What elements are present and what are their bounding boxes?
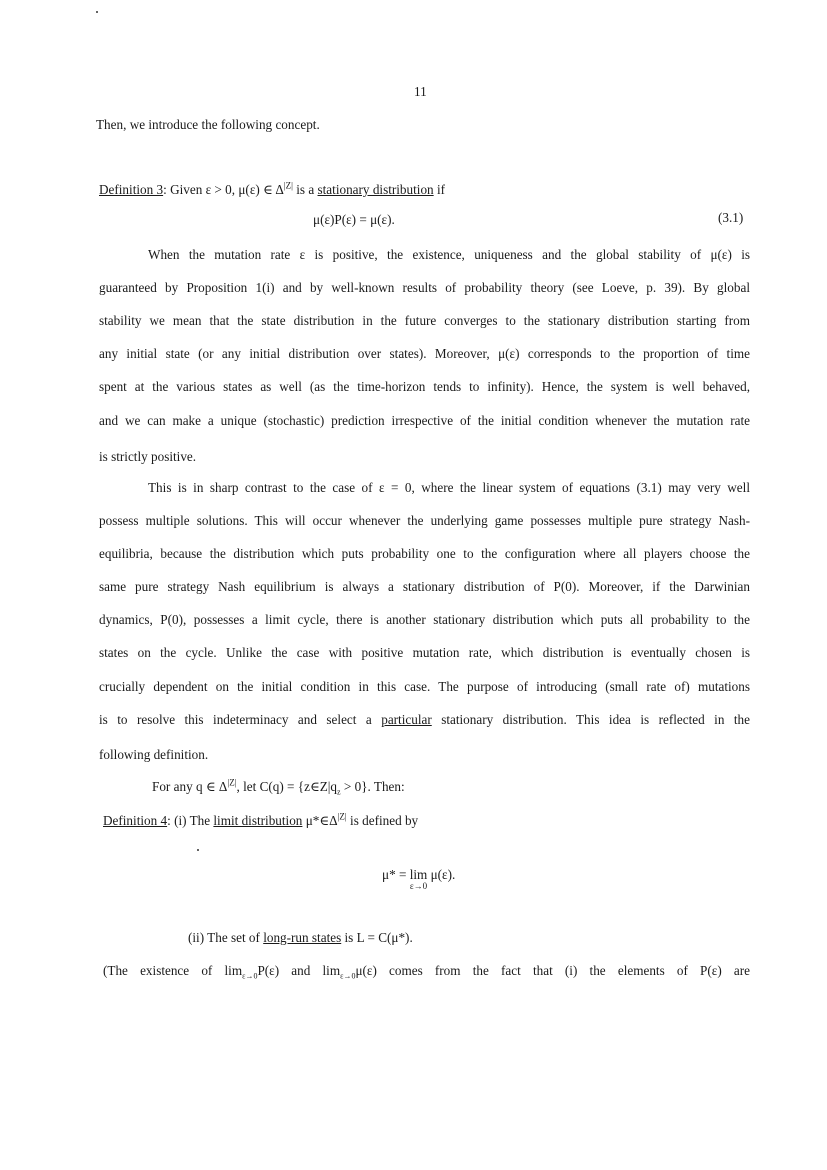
limit-operator	[410, 868, 428, 891]
scan-speck	[96, 11, 98, 13]
for-any-text: , let C(q) = {z∈Z|q	[236, 779, 338, 794]
definition-3-mid: is a	[292, 182, 318, 197]
closing-subscript: ε→0	[242, 971, 258, 981]
paragraph-2-line: dynamics, P(0), possesses a limit cycle, there is another stationary distribution which puts all probability to the	[99, 612, 750, 627]
formula-right: μ(ε).	[427, 867, 456, 882]
paragraph-1-line: any initial state (or any initial distribution over states). Moreover, μ(ε) corresponds to the proportion of time	[99, 346, 750, 361]
paragraph-1-line: is strictly positive.	[99, 449, 197, 464]
paragraph-2-line: states on the cycle. Unlike the case with positive mutation rate, which distribution is eventually chosen is	[99, 645, 750, 660]
for-any-superscript: |Z|	[227, 777, 237, 788]
definition-3	[99, 180, 445, 197]
definition-3-end: if	[433, 182, 445, 197]
for-any-text: For any q ∈ Δ	[152, 779, 228, 794]
closing-text: P(ε) and lim	[257, 963, 341, 978]
paragraph-1-line: stability we mean that the state distribution in the future converges to the stationary distribution starting from	[99, 313, 750, 328]
definition-4-text: is defined by	[346, 813, 419, 828]
for-any-text: > 0}. Then:	[340, 779, 405, 794]
part-ii-text: (ii) The set of	[188, 930, 264, 945]
paragraph-2-text: is to resolve this indeterminacy and select a	[99, 712, 382, 727]
lim-subscript: ε→0	[409, 881, 428, 892]
paragraph-1-line: and we can make a unique (stochastic) prediction irrespective of the initial condition whenever the mutation rate	[99, 413, 750, 428]
paragraph-2-line: This is in sharp contrast to the case of ε = 0, where the linear system of equations (3.1) may very well	[148, 480, 750, 495]
part-ii-text: is L = C(μ*).	[341, 930, 413, 945]
paragraph-2-line: equilibria, because the distribution which puts probability one to the configuration where all players choose the	[99, 546, 750, 561]
equation-number: (3.1)	[718, 210, 744, 225]
long-run-states-term: long-run states	[263, 930, 342, 945]
paragraph-2-text: stationary distribution. This idea is reflected in the	[431, 712, 750, 727]
definition-3-label: Definition 3	[99, 182, 164, 197]
intro-sentence: Then, we introduce the following concept.	[96, 117, 320, 132]
definition-4-term: limit distribution	[213, 813, 303, 828]
definition-4-label: Definition 4	[103, 813, 168, 828]
for-any-line	[152, 777, 405, 797]
definition-4-part-ii	[188, 931, 413, 944]
definition-3-given: : Given ε > 0, μ(ε) ∈ Δ	[163, 182, 284, 197]
definition-3-superscript: |Z|	[283, 180, 293, 191]
limit-formula	[382, 868, 455, 891]
scan-speck	[197, 849, 199, 851]
definition-4-text: μ*∈Δ	[302, 813, 338, 828]
lim-text: lim	[409, 867, 428, 882]
definition-3-term: stationary distribution	[317, 182, 434, 197]
paragraph-2-line	[99, 713, 750, 726]
paragraph-1-line: When the mutation rate ε is positive, the existence, uniqueness and the global stability of μ(ε) is	[148, 247, 750, 262]
paragraph-2-line: following definition.	[99, 747, 209, 762]
formula-left: μ* =	[382, 867, 410, 882]
paragraph-2-line: crucially dependent on the initial condition in this case. The purpose of introducing (small rate of) mutations	[99, 679, 750, 694]
closing-line	[103, 963, 750, 981]
closing-text: (The existence of lim	[103, 963, 243, 978]
definition-4-text: : (i) The	[167, 813, 214, 828]
paragraph-1-line: spent at the various states as well (as the time-horizon tends to infinity). Hence, the system is well behaved,	[99, 379, 750, 394]
closing-subscript: ε→0	[340, 971, 356, 981]
paragraph-2-line: possess multiple solutions. This will occur whenever the underlying game possesses multiple pure strategy Nash-	[99, 513, 750, 528]
paragraph-2-line: same pure strategy Nash equilibrium is always a stationary distribution of P(0). Moreover, if the Darwinian	[99, 579, 750, 594]
equation-3-1: μ(ε)P(ε) = μ(ε).	[313, 212, 395, 227]
underlined-word: particular	[381, 712, 432, 727]
definition-4	[103, 811, 419, 828]
paragraph-1-line: guaranteed by Proposition 1(i) and by well-known results of probability theory (see Loeve, p. 39). By global	[99, 280, 750, 295]
closing-text: μ(ε) comes from the fact that (i) the elements of P(ε) are	[355, 963, 750, 978]
for-any-subscript: z	[337, 787, 341, 797]
page-number: 11	[414, 84, 427, 99]
definition-4-superscript: |Z|	[337, 811, 347, 822]
